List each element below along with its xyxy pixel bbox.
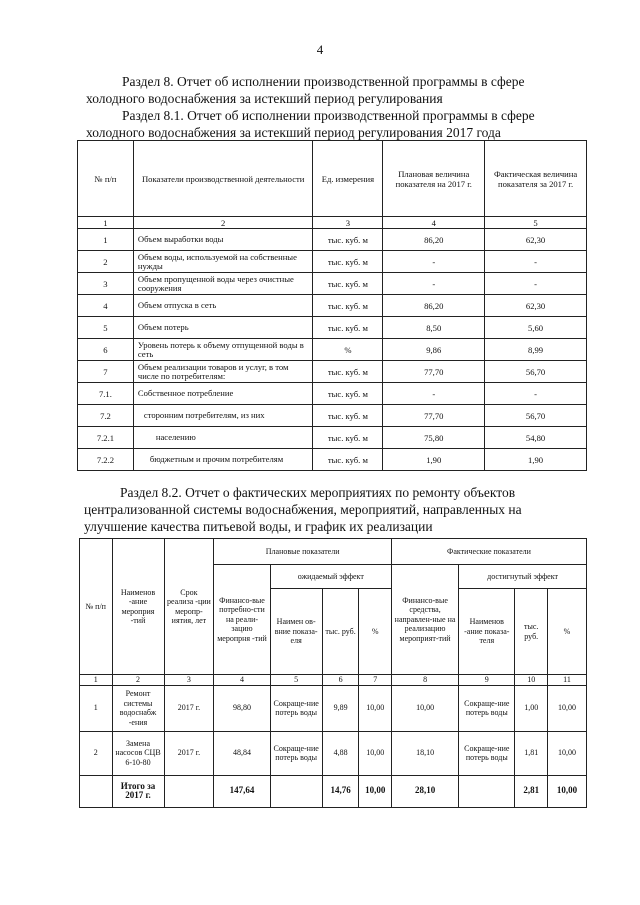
section-8-heading	[86, 73, 590, 107]
row-indicator: Уровень потерь к объему отпущенной воды в сеть	[133, 339, 313, 361]
table-row	[78, 317, 587, 339]
row-unit: %	[313, 339, 383, 361]
section-8-1-line1: Раздел 8.1. Отчет об исполнении производственной программы в сфере	[122, 108, 535, 123]
table2-header-no: № п/п	[80, 539, 113, 675]
table2-header-plan-fin: Финансо-вые потребно-сти на реали-зацию меропрня -тий	[214, 565, 270, 675]
table2-header-expected: ожидаемый эффект	[270, 565, 391, 589]
row-plan: 1,90	[383, 449, 485, 471]
table2-colnum: 3	[164, 675, 214, 686]
table-row	[78, 383, 587, 405]
table2-total-row	[80, 775, 587, 807]
row-indicator: бюджетным и прочим потребителям	[133, 449, 313, 471]
row-plan: 86,20	[383, 229, 485, 251]
table2-colnum: 5	[270, 675, 322, 686]
row-unit: тыс. куб. м	[313, 383, 383, 405]
row-plan-pct: 10,00	[359, 685, 392, 731]
row-fact-pct: 10,00	[547, 731, 586, 775]
total-fact-rub: 2,81	[515, 775, 548, 807]
row-no: 2	[80, 731, 113, 775]
row-unit: тыс. куб. м	[313, 229, 383, 251]
table1-header-unit: Ед. измерения	[313, 141, 383, 217]
total-fact-pct: 10,00	[547, 775, 586, 807]
table-row	[78, 251, 587, 273]
row-measure-name: Замена насосов СЦВ 6-10-80	[112, 731, 164, 775]
table2-header-plan-eff-pct: %	[359, 589, 392, 675]
row-no: 1	[80, 685, 113, 731]
row-plan: -	[383, 383, 485, 405]
row-unit: тыс. куб. м	[313, 449, 383, 471]
table1-colnum: 4	[383, 217, 485, 229]
row-plan: 8,50	[383, 317, 485, 339]
table-row	[78, 273, 587, 295]
row-fact: -	[485, 273, 587, 295]
table1-colnum: 5	[485, 217, 587, 229]
row-no: 6	[78, 339, 134, 361]
row-indicator: Собственное потребление	[133, 383, 313, 405]
total-plan-pct: 10,00	[359, 775, 392, 807]
row-indicator: Объем потерь	[133, 317, 313, 339]
row-fact: 1,90	[485, 449, 587, 471]
table2-header-plan-eff-name: Наимен ов-вние показа-еля	[270, 589, 322, 675]
section-8-1-line2: холодного водоснабжения за истекший период регулирования 2017 года	[86, 125, 501, 140]
row-plan: 86,20	[383, 295, 485, 317]
table2-colnum: 1	[80, 675, 113, 686]
row-plan-fin: 48,84	[214, 731, 270, 775]
total-plan-fin: 147,64	[214, 775, 270, 807]
table-row	[78, 449, 587, 471]
row-indicator: Объем выработки воды	[133, 229, 313, 251]
row-fact: 5,60	[485, 317, 587, 339]
section-8-line2: холодного водоснабжения за истекший период регулирования	[86, 91, 443, 106]
row-term: 2017 г.	[164, 685, 214, 731]
row-fact: 56,70	[485, 405, 587, 427]
section-8-2-line1: Раздел 8.2. Отчет о фактических мероприятиях по ремонту объектов	[120, 485, 516, 500]
table2-header-fact-group: Фактические показатели	[391, 539, 586, 565]
row-fact-rub: 1,00	[515, 685, 548, 731]
table1-colnum: 2	[133, 217, 313, 229]
row-no: 3	[78, 273, 134, 295]
row-unit: тыс. куб. м	[313, 405, 383, 427]
section-8-line1: Раздел 8. Отчет об исполнении производственной программы в сфере	[122, 74, 525, 89]
table1-header-plan: Плановая величина показателя на 2017 г.	[383, 141, 485, 217]
row-no: 7.2	[78, 405, 134, 427]
table2-colnum: 7	[359, 675, 392, 686]
row-plan-rub: 9,89	[322, 685, 359, 731]
production-program-table	[77, 140, 587, 471]
row-term: 2017 г.	[164, 731, 214, 775]
table-row	[80, 731, 587, 775]
table2-colnum: 4	[214, 675, 270, 686]
row-plan: -	[383, 273, 485, 295]
row-plan: 75,80	[383, 427, 485, 449]
row-no: 7.2.1	[78, 427, 134, 449]
table-row	[78, 339, 587, 361]
row-indicator: населению	[133, 427, 313, 449]
row-plan: 77,70	[383, 405, 485, 427]
table1-header-fact: Фактическая величина показателя за 2017 г.	[485, 141, 587, 217]
table-row	[80, 685, 587, 731]
row-fact-effect: Сокраще-ние потерь воды	[459, 731, 515, 775]
section-8-2-heading	[84, 484, 590, 535]
row-plan: -	[383, 251, 485, 273]
row-plan: 9,86	[383, 339, 485, 361]
row-fact: 8,99	[485, 339, 587, 361]
total-plan-rub: 14,76	[322, 775, 359, 807]
row-fact: 56,70	[485, 361, 587, 383]
table-row	[78, 229, 587, 251]
total-fact-fin: 28,10	[391, 775, 458, 807]
row-no: 1	[78, 229, 134, 251]
row-indicator: Объем воды, используемой на собственные нужды	[133, 251, 313, 273]
row-fact-effect: Сокраще-ние потерь воды	[459, 685, 515, 731]
table1-colnum-row	[78, 217, 587, 229]
row-no: 7	[78, 361, 134, 383]
row-unit: тыс. куб. м	[313, 273, 383, 295]
table-row	[78, 361, 587, 383]
table1-header-no: № п/п	[78, 141, 134, 217]
table-row	[78, 405, 587, 427]
table1-colnum: 1	[78, 217, 134, 229]
row-indicator: Объем реализации товаров и услуг, в том числе по потребителям:	[133, 361, 313, 383]
row-measure-name: Ремонт системы водоснабж -ения	[112, 685, 164, 731]
row-no: 4	[78, 295, 134, 317]
row-fact-fin: 10,00	[391, 685, 458, 731]
table1-header-indicator: Показатели производственной деятельности	[133, 141, 313, 217]
row-indicator: Объем пропущенной воды через очистные сооружения	[133, 273, 313, 295]
row-plan-pct: 10,00	[359, 731, 392, 775]
row-unit: тыс. куб. м	[313, 361, 383, 383]
repair-measures-table	[79, 538, 587, 808]
row-unit: тыс. куб. м	[313, 295, 383, 317]
total-label: Итого за 2017 г.	[112, 775, 164, 807]
row-plan: 77,70	[383, 361, 485, 383]
page-number: 4	[316, 42, 324, 57]
table2-header-plan-eff-rub: тыс. руб.	[322, 589, 359, 675]
table2-colnum: 6	[322, 675, 359, 686]
row-plan-fin: 98,80	[214, 685, 270, 731]
table-row	[78, 427, 587, 449]
row-fact-fin: 18,10	[391, 731, 458, 775]
row-unit: тыс. куб. м	[313, 317, 383, 339]
row-unit: тыс. куб. м	[313, 427, 383, 449]
table2-header-plan-group: Плановые показатели	[214, 539, 392, 565]
row-fact-rub: 1,81	[515, 731, 548, 775]
table2-group-header-row	[80, 539, 587, 565]
table2-colnum: 9	[459, 675, 515, 686]
row-fact: -	[485, 383, 587, 405]
table2-header-fact-eff-pct: %	[547, 589, 586, 675]
table-row	[78, 295, 587, 317]
table2-colnum-row	[80, 675, 587, 686]
table2-header-fact-eff-name: Наименов -ание показа-теля	[459, 589, 515, 675]
row-no: 7.2.2	[78, 449, 134, 471]
table1-colnum: 3	[313, 217, 383, 229]
table2-header-fact-fin: Финансо-вые средства, направлен-ные на реализацию мероприят-тий	[391, 565, 458, 675]
table2-header-achieved: достигнутый эффект	[459, 565, 587, 589]
row-plan-effect: Сокраще-ние потерь воды	[270, 685, 322, 731]
table2-header-fact-eff-rub: тыс. руб.	[515, 589, 548, 675]
row-fact: 62,30	[485, 229, 587, 251]
row-plan-rub: 4,88	[322, 731, 359, 775]
section-8-2-line2: централизованной системы водоснабжения, мероприятий, направленных на	[84, 502, 522, 517]
row-fact: -	[485, 251, 587, 273]
row-plan-effect: Сокраще-ние потерь воды	[270, 731, 322, 775]
table2-colnum: 2	[112, 675, 164, 686]
row-fact: 62,30	[485, 295, 587, 317]
table2-colnum: 10	[515, 675, 548, 686]
row-indicator: сторонним потребителям, из них	[133, 405, 313, 427]
section-8-1-heading	[86, 107, 590, 141]
section-8-2-line3: улучшение качества питьевой воды, и график их реализации	[84, 519, 433, 534]
row-fact: 54,80	[485, 427, 587, 449]
row-fact-pct: 10,00	[547, 685, 586, 731]
table2-colnum: 11	[547, 675, 586, 686]
table2-colnum: 8	[391, 675, 458, 686]
row-indicator: Объем отпуска в сеть	[133, 295, 313, 317]
table2-header-term: Срок реализа -ции меропр-иятия, лет	[164, 539, 214, 675]
row-no: 5	[78, 317, 134, 339]
table2-header-name: Наименов -ание мероприя -тий	[112, 539, 164, 675]
row-no: 7.1.	[78, 383, 134, 405]
row-no: 2	[78, 251, 134, 273]
row-unit: тыс. куб. м	[313, 251, 383, 273]
table1-header-row	[78, 141, 587, 217]
